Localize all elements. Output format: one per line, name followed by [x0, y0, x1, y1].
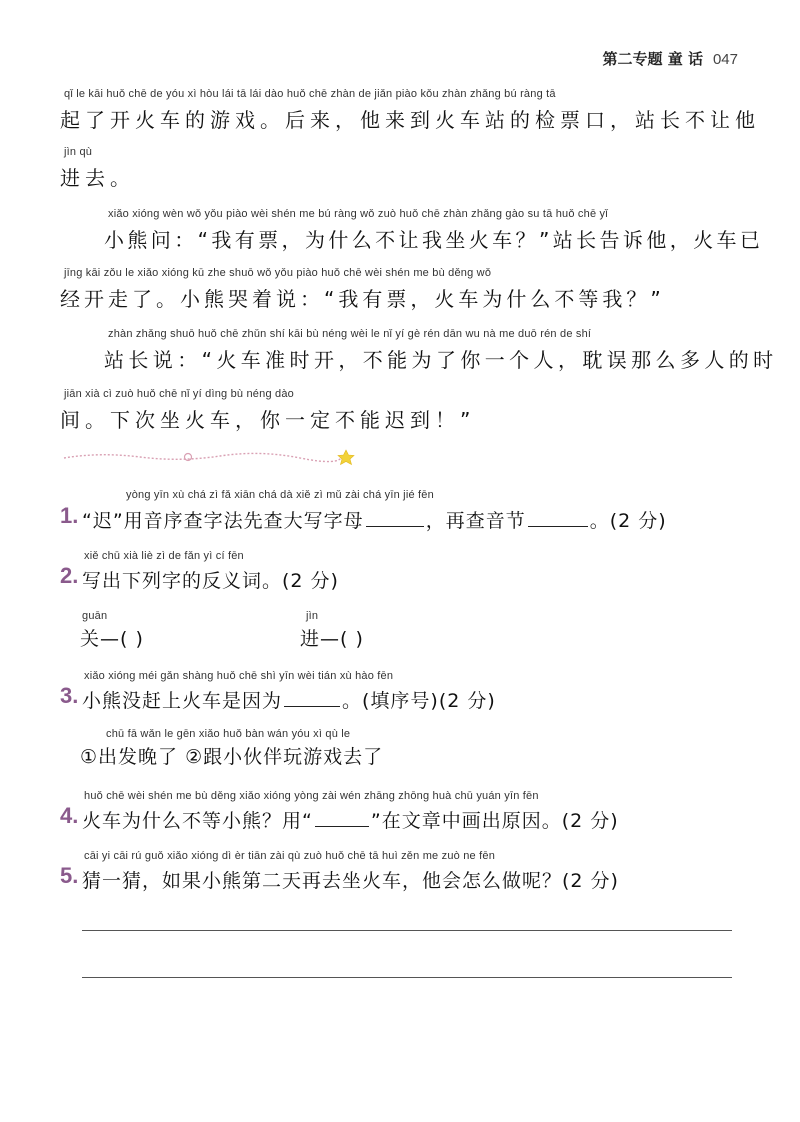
q1-pinyin: yòng yīn xù chá zì fǎ xiān chá dà xiě zì mǔ zài chá yīn jié fēn	[126, 489, 434, 501]
story-pinyin-4: jīng kāi zǒu le xiǎo xióng kū zhe shuō wǒ yǒu piào huǒ chē wèi shén me bù děng wǒ	[64, 267, 492, 279]
page-number: 047	[712, 51, 738, 68]
q4-number: 4.	[60, 803, 79, 828]
divider-line	[64, 453, 342, 461]
story-line-1: 起了开火车的游戏。后来，他来到火车站的检票口，站长不让他	[60, 108, 760, 132]
q2-pinyin: xiě chū xià liè zì de fǎn yì cí fēn	[84, 550, 244, 562]
story-line-4: 经开走了。小熊哭着说：“我有票，火车为什么不等我？”	[60, 287, 665, 311]
story-line-3: 小熊问：“我有票，为什么不让我坐火车？”站长告诉他，火车已	[104, 228, 764, 252]
q3-options-pinyin: chū fā wǎn le gēn xiǎo huǒ bàn wán yóu xì qù le	[106, 728, 351, 740]
q3-text: 小熊没赶上火车是因为 。(填序号)(2 分)	[82, 690, 496, 712]
decorative-divider	[60, 446, 360, 468]
q5-pinyin: cāi yi cāi rú guǒ xiǎo xióng dì èr tiān zài qù zuò huǒ chē tā huì zěn me zuò ne fēn	[84, 850, 496, 862]
q3-number: 3.	[60, 683, 79, 708]
q3-blank[interactable]	[284, 688, 340, 707]
q4-text: 火车为什么不等小熊？用“ ”在文章中画出原因。(2 分)	[82, 810, 619, 832]
q1-text: “迟”用音序查字法先查大写字母 ，再查音节 。(2 分)	[82, 510, 667, 532]
star-icon	[338, 450, 354, 465]
q2-pair1-text[interactable]: 关—( )	[80, 628, 144, 650]
q1-number: 1.	[60, 503, 79, 528]
story-pinyin-5: zhàn zhǎng shuō huǒ chē zhǔn shí kāi bù néng wèi le nǐ yí gè rén dān wu nà me duō rén de shí	[108, 328, 592, 340]
q5-answer-line-2[interactable]	[82, 977, 732, 978]
story-pinyin-1: qǐ le kāi huǒ chē de yóu xì hòu lái tā lái dào huǒ chē zhàn de jiǎn piào kǒu zhàn zhǎng bú ràng tā	[64, 88, 556, 100]
page-header	[603, 48, 738, 69]
q2-pair2-pinyin: jìn	[306, 610, 319, 622]
q2-pair1-pinyin: guān	[82, 610, 108, 622]
story-pinyin-3: xiǎo xióng wèn wǒ yǒu piào wèi shén me bú ràng wǒ zuò huǒ chē zhàn zhǎng gào su tā huǒ chē yǐ	[108, 208, 608, 220]
story-line-5: 站长说：“火车准时开，不能为了你一个人，耽误那么多人的时	[104, 348, 778, 372]
q4-underline-mark	[315, 808, 369, 827]
story-line-6: 间。下次坐火车，你一定不能迟到！”	[60, 408, 476, 432]
q1-blank-syllable[interactable]	[528, 508, 588, 527]
q5-number: 5.	[60, 863, 79, 888]
q2-pair2-text[interactable]: 进—( )	[300, 628, 364, 650]
q5-text: 猜一猜，如果小熊第二天再去坐火车，他会怎么做呢？(2 分)	[82, 870, 619, 892]
q4-pinyin: huǒ chē wèi shén me bù děng xiǎo xióng yòng zài wén zhāng zhōng huà chū yuán yīn fēn	[84, 790, 539, 802]
story-line-2: 进去。	[60, 166, 135, 190]
q2-text: 写出下列字的反义词。(2 分)	[82, 570, 339, 592]
story-pinyin-6: jiān xià cì zuò huǒ chē nǐ yí dìng bù néng dào	[64, 388, 294, 400]
q3-options[interactable]: ①出发晚了 ②跟小伙伴玩游戏去了	[80, 746, 384, 768]
story-pinyin-2: jìn qù	[64, 146, 93, 158]
section-title: 第二专题 童 话	[602, 50, 703, 68]
q3-pinyin: xiǎo xióng méi gǎn shàng huǒ chē shì yīn wèi tián xù hào fēn	[84, 670, 394, 682]
q1-blank-letter[interactable]	[366, 508, 424, 527]
q5-answer-line-1[interactable]	[82, 930, 732, 931]
q2-number: 2.	[60, 563, 79, 588]
